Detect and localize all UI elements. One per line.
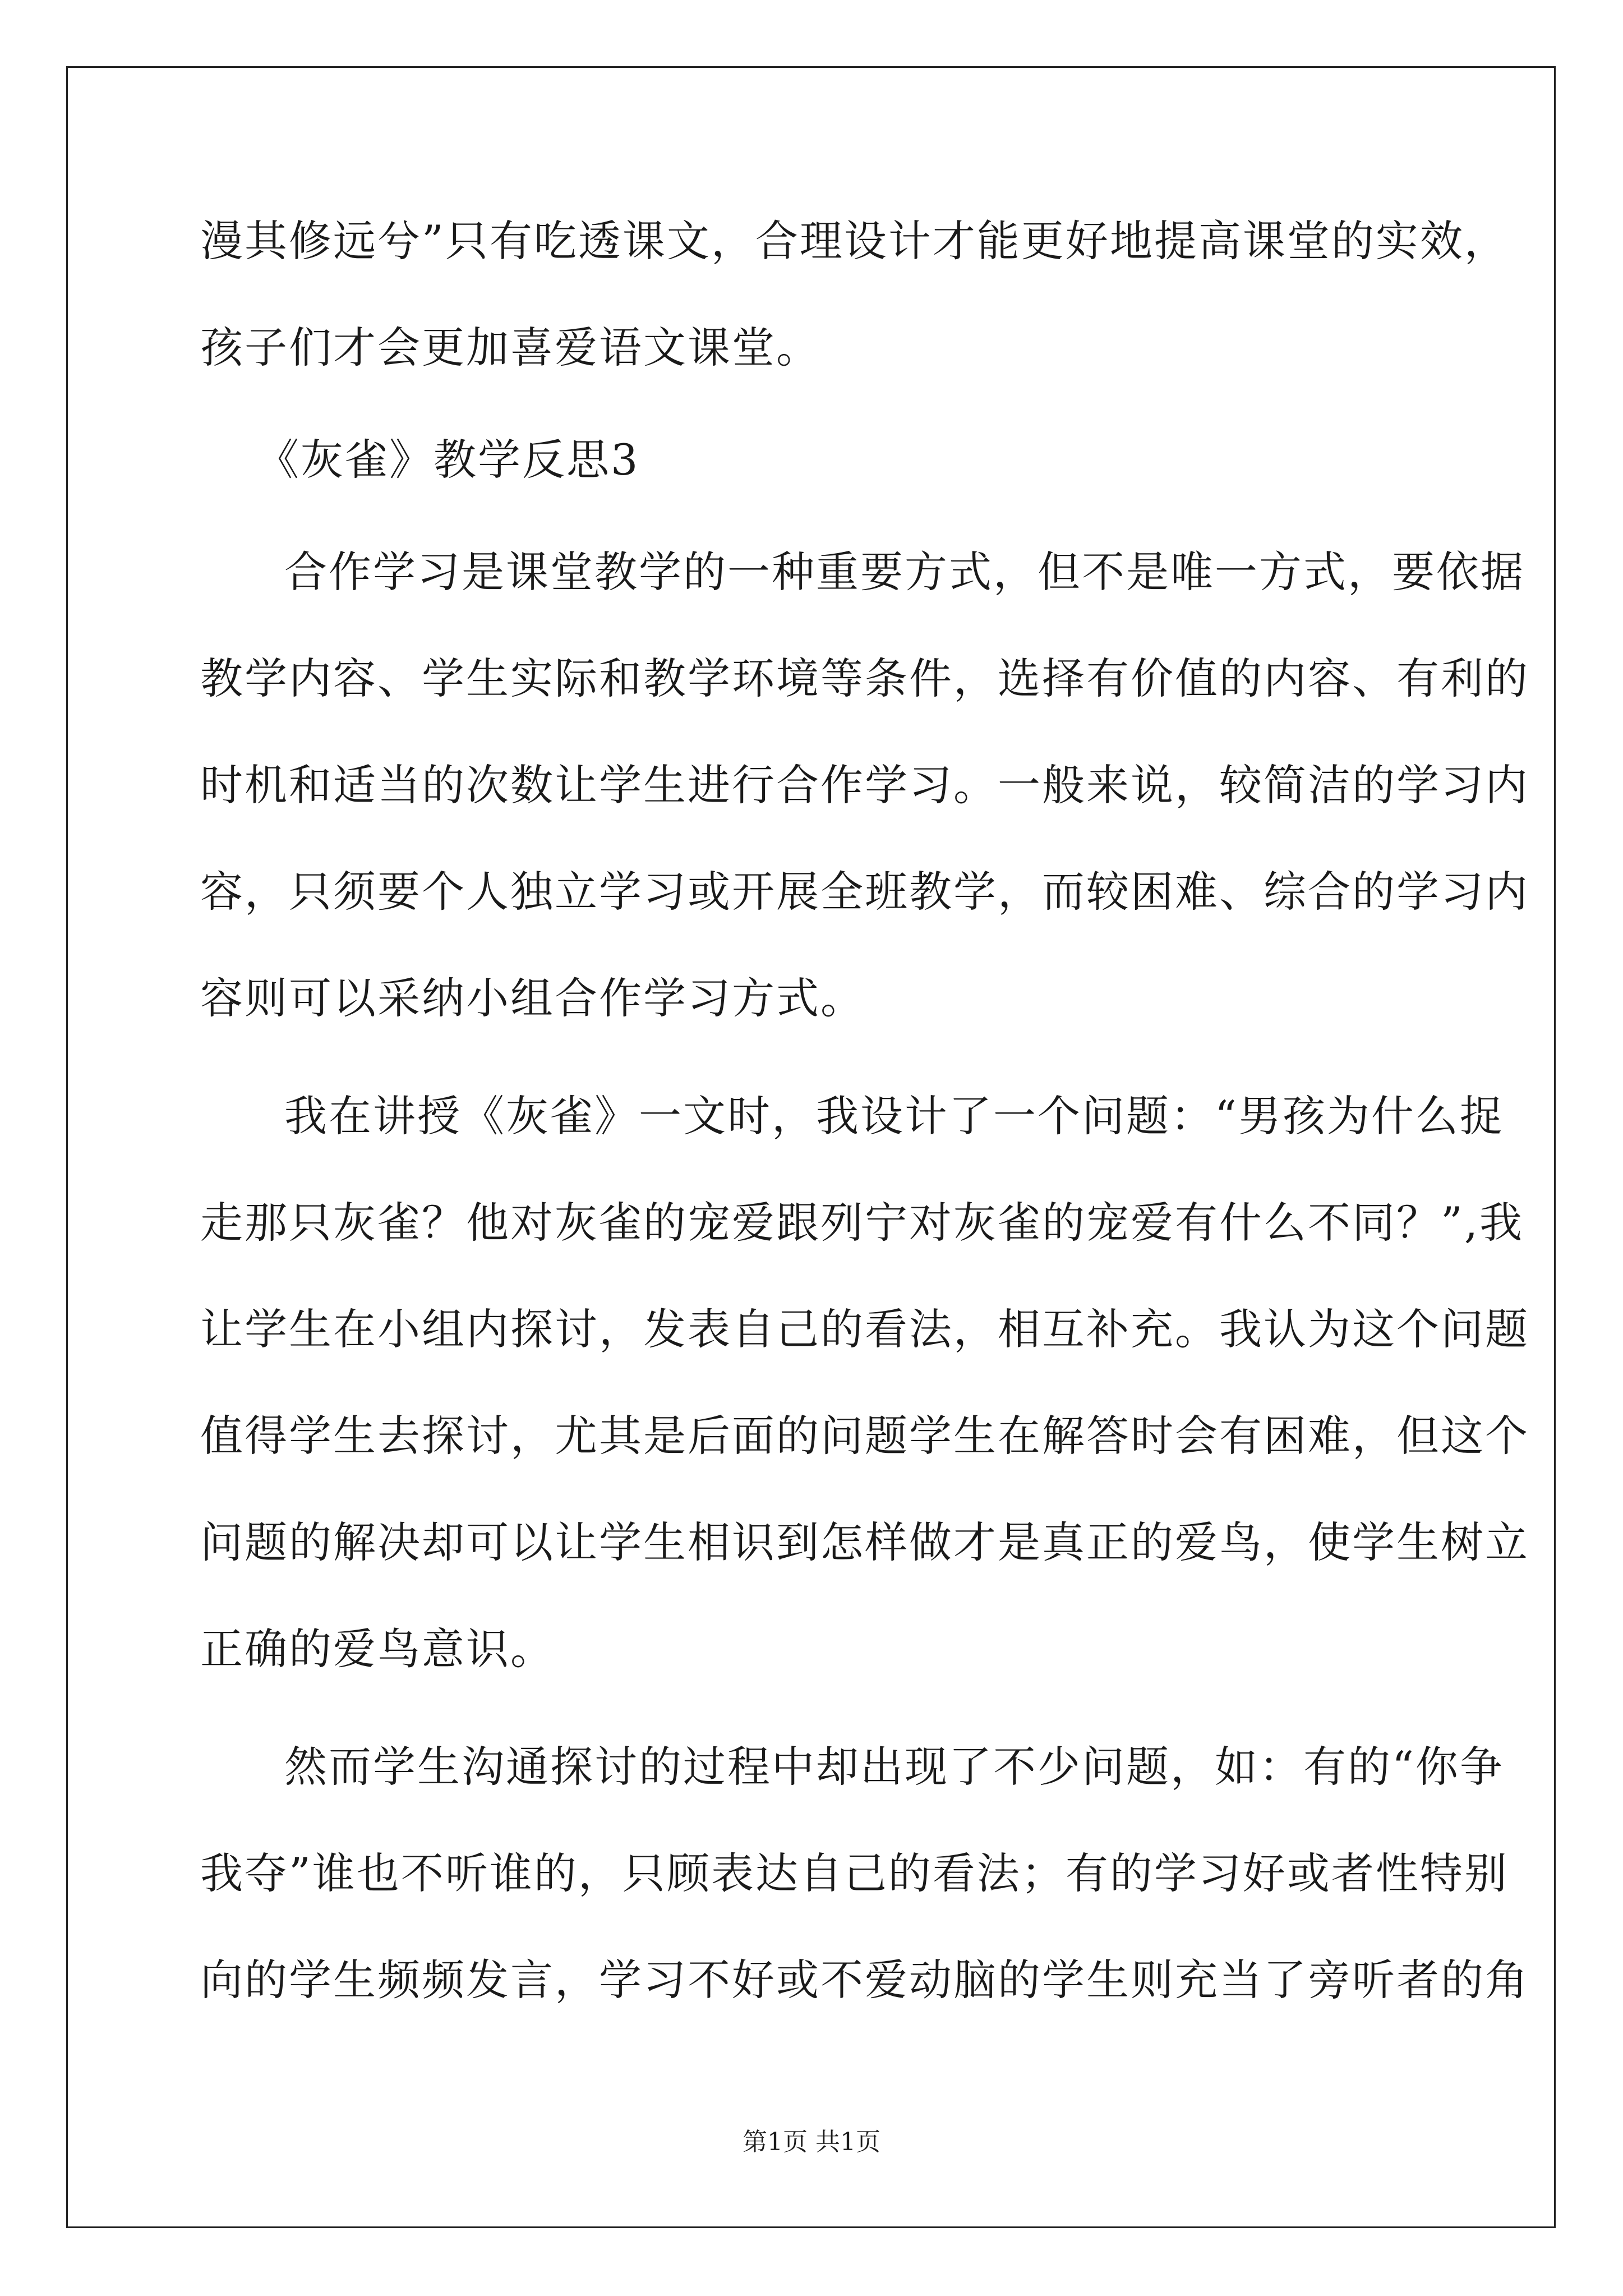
paragraph-line: 容，只须要个人独立学习或开展全班教学，而较困难、综合的学习内: [200, 867, 1529, 917]
page-footer: 第1页 共1页: [743, 2128, 880, 2156]
paragraph-line: 孩子们才会更加喜爱语文课堂。: [200, 323, 820, 372]
paragraph-line: 问题的解决却可以让学生相识到怎样做才是真正的爱鸟，使学生树立: [200, 1517, 1529, 1567]
paragraph-line: 正确的爱鸟意识。: [200, 1624, 555, 1674]
paragraph-line: 然而学生沟通探讨的过程中却出现了不少问题，如：有的“你争: [284, 1742, 1504, 1792]
paragraph-line: 向的学生频频发言，学习不好或不爱动脑的学生则充当了旁听者的角: [200, 1955, 1529, 2005]
paragraph-line: 我在讲授《灰雀》一文时，我设计了一个问题：“男孩为什么捉: [284, 1091, 1504, 1141]
paragraph-line: 值得学生去探讨，尤其是后面的问题学生在解答时会有困难，但这个: [200, 1411, 1529, 1461]
page-border: [66, 66, 1556, 2228]
paragraph-line: 走那只灰雀？他对灰雀的宠爱跟列宁对灰雀的宠爱有什么不同？”,我: [200, 1198, 1524, 1248]
paragraph-line: 我夺”谁也不听谁的，只顾表达自己的看法；有的学习好或者性特别: [200, 1848, 1509, 1898]
paragraph-line: 让学生在小组内探讨，发表自己的看法，相互补充。我认为这个问题: [200, 1304, 1529, 1354]
paragraph-line: 时机和适当的次数让学生进行合作学习。一般来说，较简洁的学习内: [200, 760, 1529, 810]
paragraph-line: 教学内容、学生实际和教学环境等条件，选择有价值的内容、有利的: [200, 654, 1529, 703]
paragraph-line: 容则可以采纳小组合作学习方式。: [200, 973, 865, 1023]
paragraph-line: 合作学习是课堂教学的一种重要方式，但不是唯一方式，要依据: [284, 547, 1525, 597]
paragraph-line: 漫其修远兮”只有吃透课文，合理设计才能更好地提高课堂的实效，: [200, 216, 1509, 266]
section-heading: 《灰雀》教学反思3: [256, 435, 640, 485]
